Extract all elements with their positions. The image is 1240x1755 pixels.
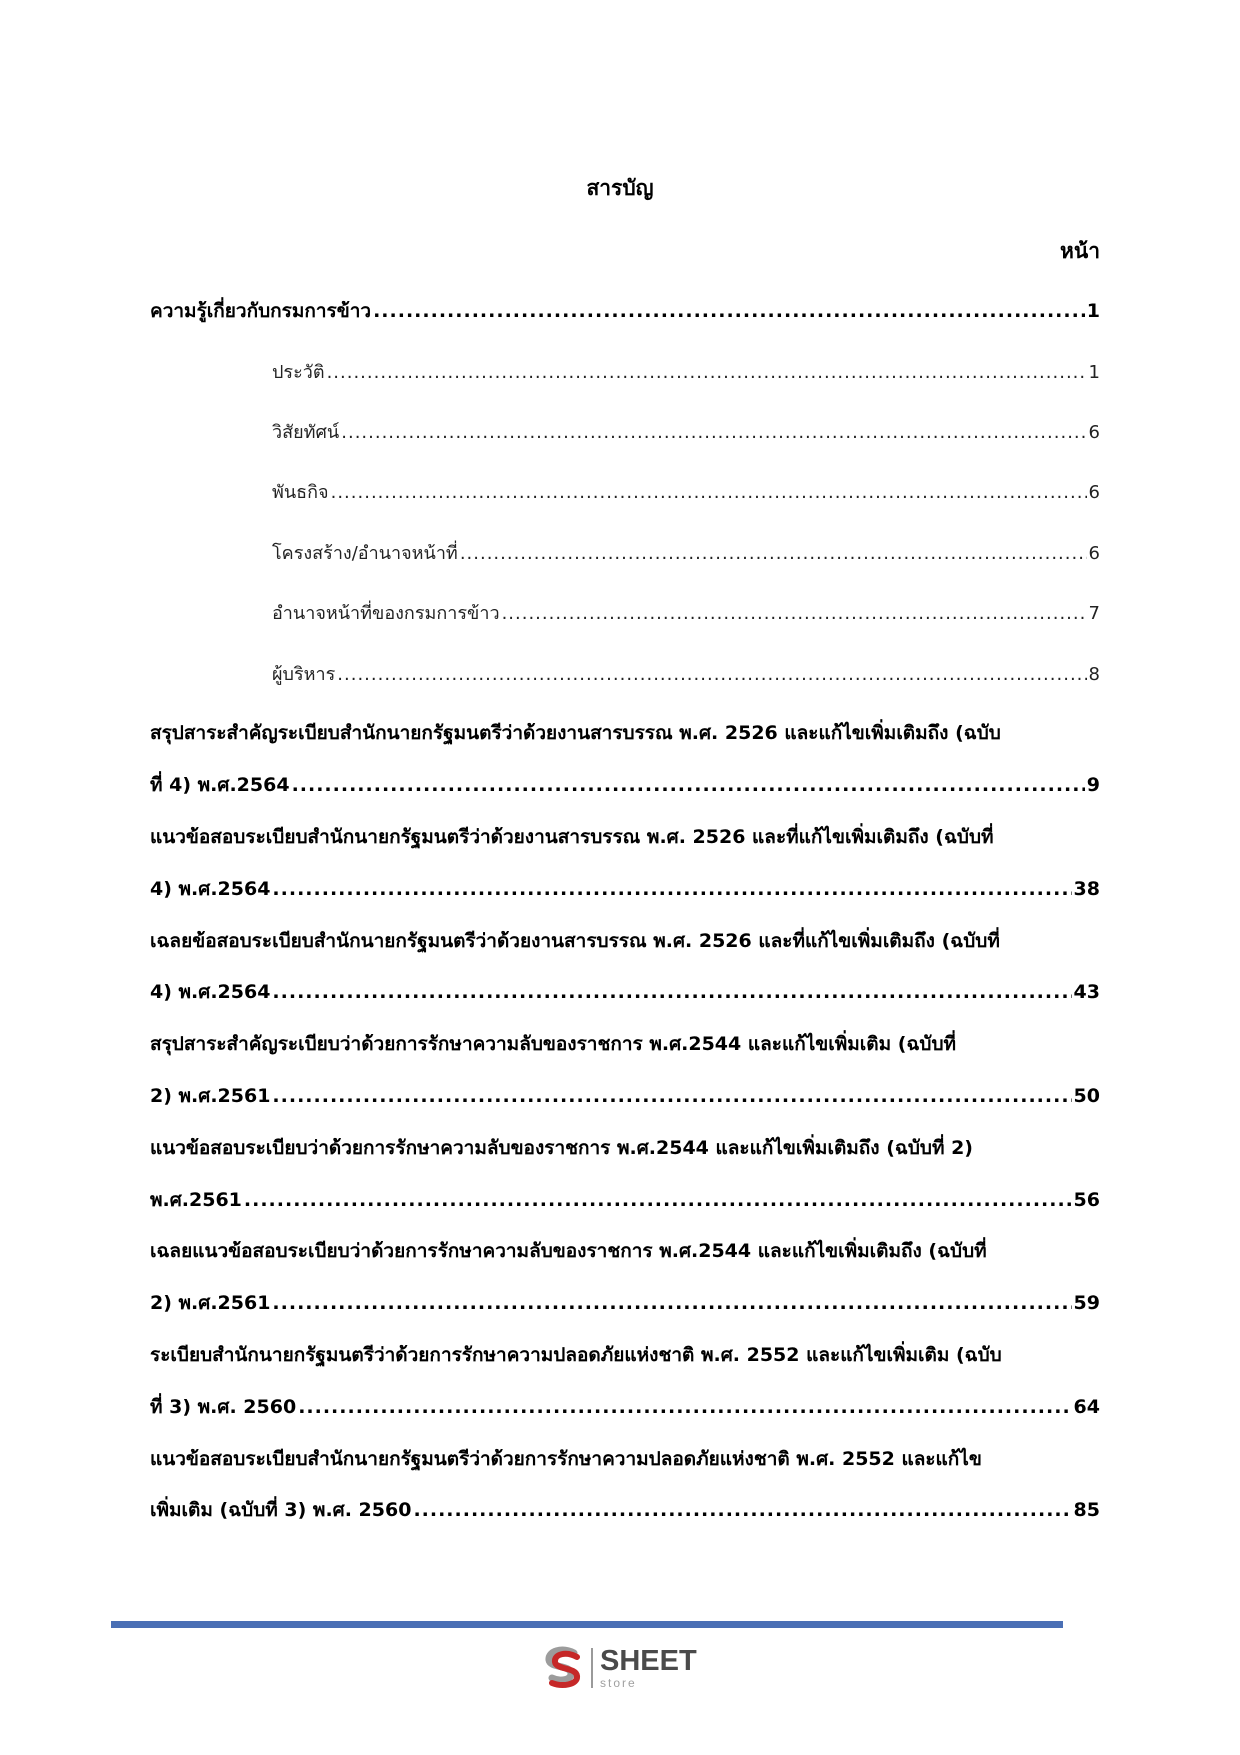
- toc-entry-page: 8: [1088, 664, 1100, 685]
- toc-entry-title: แนวข้อสอบระเบียบสำนักนายกรัฐมนตรีว่าด้วยการรักษาความปลอดภัยแห่งชาติ พ.ศ. 2552 และแก้ไข: [150, 1448, 982, 1470]
- toc-entry-title: สรุปสาระสำคัญระเบียบสำนักนายกรัฐมนตรีว่าด้วยงานสารบรรณ พ.ศ. 2526 และแก้ไขเพิ่มเติมถึง (ฉบับ: [150, 722, 1001, 744]
- toc-entry-line1[interactable]: [150, 1444, 1100, 1474]
- toc-entry-page: 1: [1086, 300, 1100, 322]
- toc-entry-page: 6: [1088, 422, 1100, 443]
- logo-divider: [591, 1648, 593, 1688]
- toc-entry-line2[interactable]: [150, 1185, 1100, 1215]
- toc-entry-title: ความรู้เกี่ยวกับกรมการข้าว: [150, 300, 372, 322]
- toc-entry-title: เฉลยข้อสอบระเบียบสำนักนายกรัฐมนตรีว่าด้วยงานสารบรรณ พ.ศ. 2526 และที่แก้ไขเพิ่มเติมถึง (ฉบับที่: [150, 930, 1000, 952]
- toc-entry-page: 43: [1073, 981, 1100, 1003]
- dot-leader: [337, 664, 1086, 685]
- toc-entry-page: 6: [1088, 543, 1100, 564]
- dot-leader: [460, 543, 1087, 564]
- toc-entry-line1[interactable]: [150, 1340, 1100, 1370]
- toc-entry-line2[interactable]: [150, 770, 1100, 800]
- toc-entry-title: ระเบียบสำนักนายกรัฐมนตรีว่าด้วยการรักษาความปลอดภัยแห่งชาติ พ.ศ. 2552 และแก้ไขเพิ่มเติม (ฉบับ: [150, 1344, 1002, 1366]
- toc-entry-title-cont: ที่ 4) พ.ศ.2564: [150, 774, 290, 796]
- toc-entry-page: 50: [1073, 1085, 1100, 1107]
- logo-word: SHEET: [600, 1645, 697, 1677]
- toc-entry-title-cont: เพิ่มเติม (ฉบับที่ 3) พ.ศ. 2560: [150, 1499, 412, 1521]
- toc-entry-page: 56: [1073, 1189, 1100, 1211]
- toc-entry-title: วิสัยทัศน์: [272, 422, 340, 443]
- toc-entry-line2[interactable]: [150, 1495, 1100, 1525]
- dot-leader: [373, 300, 1085, 322]
- toc-entry-page: 9: [1086, 774, 1100, 796]
- page-title: สารบัญ: [586, 176, 654, 200]
- toc-entry-title: พันธกิจ: [272, 482, 329, 503]
- toc-entry-title-cont: 4) พ.ศ.2564: [150, 981, 271, 1003]
- toc-entry-title-cont: พ.ศ.2561: [150, 1189, 242, 1211]
- toc-subentry[interactable]: [272, 417, 1100, 446]
- toc-entry-title: โครงสร้าง/อำนาจหน้าที่: [272, 543, 458, 564]
- dot-leader: [331, 482, 1087, 503]
- toc-subentry[interactable]: [272, 659, 1100, 688]
- dot-leader: [292, 774, 1085, 796]
- dot-leader: [272, 981, 1071, 1003]
- toc-entry[interactable]: [150, 296, 1100, 326]
- toc-entry-line2[interactable]: [150, 1288, 1100, 1318]
- toc-entry-line1[interactable]: [150, 1236, 1100, 1266]
- toc-entry-title-cont: 4) พ.ศ.2564: [150, 878, 271, 900]
- logo-sub: store: [600, 1676, 637, 1690]
- toc-entry-title-cont: 2) พ.ศ.2561: [150, 1292, 271, 1314]
- toc-entry-title: อำนาจหน้าที่ของกรมการข้าว: [272, 603, 500, 624]
- logo-text: [600, 1647, 697, 1689]
- dot-leader: [502, 603, 1087, 624]
- toc-entry-title: ผู้บริหาร: [272, 664, 336, 685]
- toc-entry-page: 1: [1088, 362, 1100, 383]
- toc-entry-title-cont: 2) พ.ศ.2561: [150, 1085, 271, 1107]
- toc-entry-title: ประวัติ: [272, 362, 325, 383]
- toc-entry-title-cont: ที่ 3) พ.ศ. 2560: [150, 1396, 297, 1418]
- toc-entry-line1[interactable]: [150, 822, 1100, 852]
- toc-entry-line2[interactable]: [150, 977, 1100, 1007]
- toc-entry-page: 59: [1073, 1292, 1100, 1314]
- dot-leader: [298, 1396, 1071, 1418]
- toc-subentry[interactable]: [272, 538, 1100, 567]
- toc-entry-title: แนวข้อสอบระเบียบว่าด้วยการรักษาความลับของราชการ พ.ศ.2544 และแก้ไขเพิ่มเติมถึง (ฉบับที่ 2): [150, 1137, 973, 1159]
- toc-entry-title: สรุปสาระสำคัญระเบียบว่าด้วยการรักษาความลับของราชการ พ.ศ.2544 และแก้ไขเพิ่มเติม (ฉบับที่: [150, 1033, 957, 1055]
- toc-entry-line2[interactable]: [150, 1081, 1100, 1111]
- dot-leader: [341, 422, 1086, 443]
- sheet-store-s-logo-icon: [540, 1645, 586, 1691]
- toc-entry-page: 85: [1073, 1499, 1100, 1521]
- dot-leader: [327, 362, 1087, 383]
- dot-leader: [272, 1085, 1071, 1107]
- toc-subentry[interactable]: [272, 598, 1100, 627]
- footer-rule: [111, 1621, 1063, 1628]
- dot-leader: [272, 878, 1071, 900]
- toc-entry-page: 38: [1073, 878, 1100, 900]
- toc-entry-page: 64: [1073, 1396, 1100, 1418]
- toc-entry-line1[interactable]: [150, 718, 1100, 748]
- toc-entry-page: 6: [1088, 482, 1100, 503]
- toc-entry-line2[interactable]: [150, 1392, 1100, 1422]
- toc-subentry[interactable]: [272, 357, 1100, 386]
- dot-leader: [413, 1499, 1071, 1521]
- toc-entry-line1[interactable]: [150, 926, 1100, 956]
- toc-entry-title: แนวข้อสอบระเบียบสำนักนายกรัฐมนตรีว่าด้วยงานสารบรรณ พ.ศ. 2526 และที่แก้ไขเพิ่มเติมถึง (ฉบับที่: [150, 826, 994, 848]
- toc-entry-line1[interactable]: [150, 1133, 1100, 1163]
- sheet-store-logo: [540, 1645, 697, 1691]
- toc-entry-title: เฉลยแนวข้อสอบระเบียบว่าด้วยการรักษาความลับของราชการ พ.ศ.2544 และแก้ไขเพิ่มเติมถึง (ฉบับที่: [150, 1240, 987, 1262]
- toc-entry-line1[interactable]: [150, 1029, 1100, 1059]
- toc-entry-line2[interactable]: [150, 874, 1100, 904]
- dot-leader: [244, 1189, 1072, 1211]
- toc-entry-page: 7: [1088, 603, 1100, 624]
- toc-subentry[interactable]: [272, 477, 1100, 506]
- dot-leader: [272, 1292, 1071, 1314]
- page-column-label: หน้า: [1060, 239, 1100, 263]
